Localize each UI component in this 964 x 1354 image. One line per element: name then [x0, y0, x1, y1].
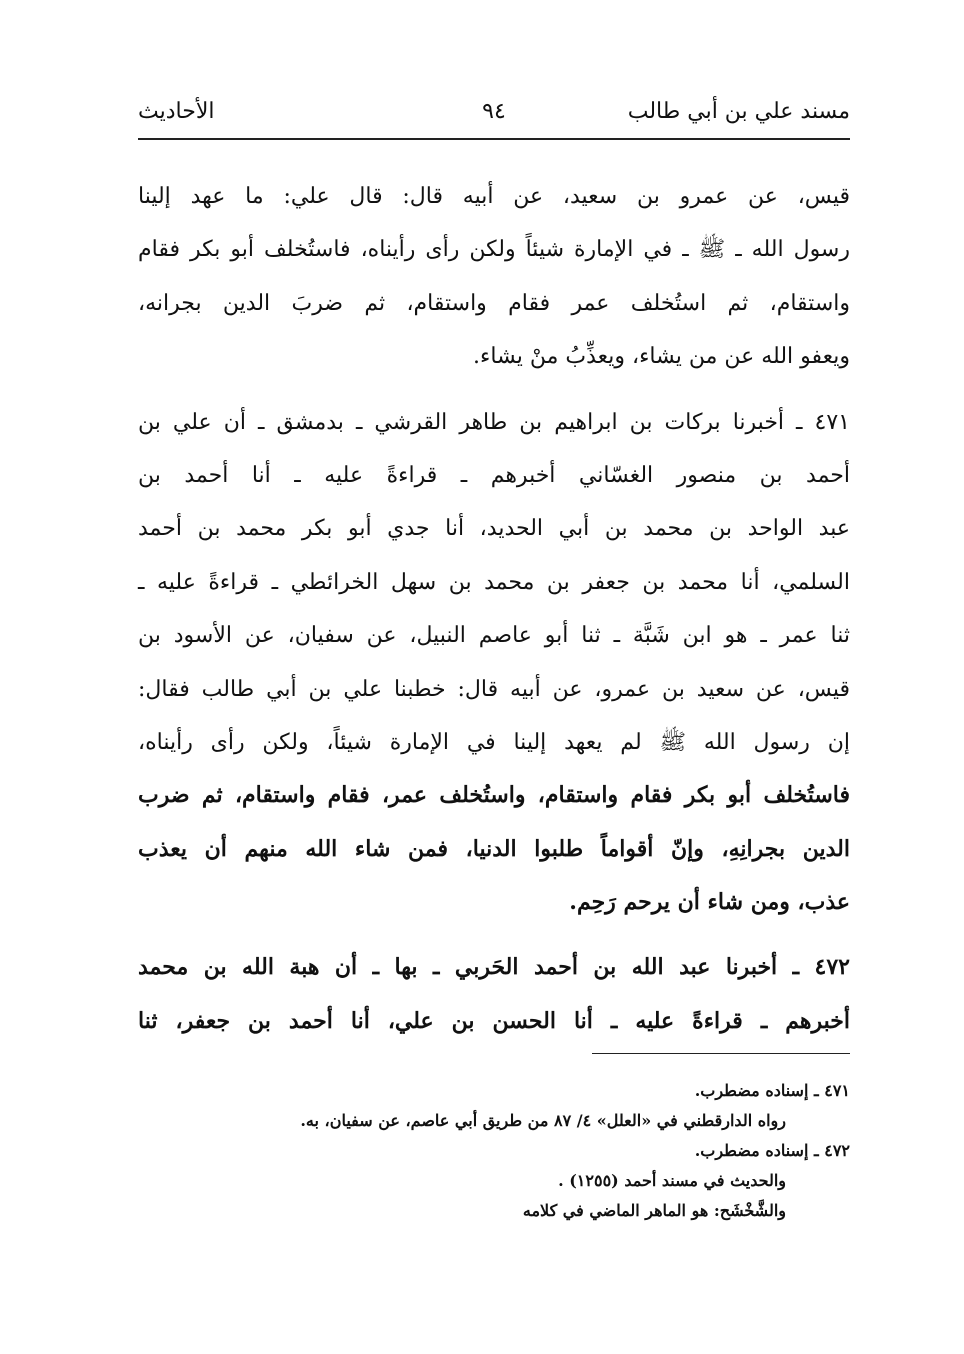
text-line: قيس، عن عمرو بن سعيد، عن أبيه قال: قال علي: ما عهد إلينا	[138, 184, 850, 209]
footnotes	[200, 1076, 850, 1226]
text-line: ٤٧٢ ـ أخبرنا عبد الله بن أحمد الحَربي ـ بها ـ أن هبة الله بن محمد	[138, 954, 850, 981]
footnote-line: ٤٧٢ ـ إسناده مضطرب.	[694, 1141, 850, 1160]
text-line: رسول الله ـ ﷺ ـ في الإمارة شيئاً ولكن رأى رأيناه، فاستُخلف أبو بكر فقام	[138, 237, 850, 263]
text-line: أحمد بن منصور الغسّاني أخبرهم ـ قراءةً عليه ـ أنا أحمد بن	[138, 462, 850, 488]
text-line: ويعفو الله عن من يشاء، ويعذِّبُ منْ يشاء.	[473, 344, 850, 370]
page-header	[138, 96, 850, 136]
book-title: مسند علي بن أبي طالب	[627, 99, 850, 124]
footnote-divider	[592, 1053, 850, 1054]
text-line: السلمي، أنا محمد بن جعفر بن محمد بن سهل الخرائطي ـ قراءةً عليه ـ	[138, 569, 850, 595]
text-line: إن رسول الله ﷺ لم يعهد إلينا في الإمارة شيئاً، ولكن رأى رأيناه،	[138, 729, 850, 755]
section-title: الأحاديث	[138, 99, 215, 124]
text-line: عذب، ومن شاء أن يرحم رَحِم.	[569, 889, 850, 916]
text-line: قيس، عن سعيد بن عمرو، عن أبيه قال: خطبنا علي بن أبي طالب فقال:	[138, 676, 850, 702]
main-text	[138, 170, 850, 1048]
hadith-471	[138, 396, 850, 930]
text-line: ثنا عمر ـ هو ابن شَبَّة ـ ثنا أبو عاصم النبيل، عن سفيان، عن الأسود بن	[138, 623, 850, 649]
text-line: الدين بجرانِهِ، وإنّ أقواماً طلبوا الدنيا، فمن شاء الله منهم أن يعذب	[138, 835, 850, 862]
header-divider	[138, 138, 850, 140]
footnote-line: رواه الدارقطني في «العلل» ٤/ ٨٧ من طريق أبي عاصم، عن سفيان، به.	[300, 1111, 786, 1130]
footnote-line: والشَّخْشَح: هو الماهر الماضي في كلامه	[522, 1201, 786, 1220]
footnote-line: ٤٧١ ـ إسناده مضطرب.	[694, 1081, 850, 1100]
footnote-line: والحديث في مسند أحمد (١٢٥٥) .	[558, 1171, 786, 1190]
text-line: أخبرهم ـ قراءةً عليه ـ أنا الحسن بن علي، أنا أحمد بن جعفر، ثنا	[138, 1007, 850, 1034]
page-number: ٩٤	[482, 99, 506, 124]
text-line: ٤٧١ ـ أخبرنا بركات بن ابراهيم بن طاهر القرشي ـ بدمشق ـ أن علي بن	[138, 409, 850, 435]
text-line: فاستُخلف أبو بكر فقام واستقام، واستُخلف عمر، فقام واستقام، ثم ضرب	[138, 782, 850, 809]
hadith-472	[138, 941, 850, 1048]
paragraph-continuation	[138, 170, 850, 384]
text-line: واستقام، ثم استُخلف عمر فقام واستقام، ثم ضربَ الدين بجرانه،	[138, 290, 850, 316]
text-line: عبد الواحد بن محمد بن أبي الحديد، أنا جدي أبو بكر محمد بن أحمد	[138, 516, 850, 542]
